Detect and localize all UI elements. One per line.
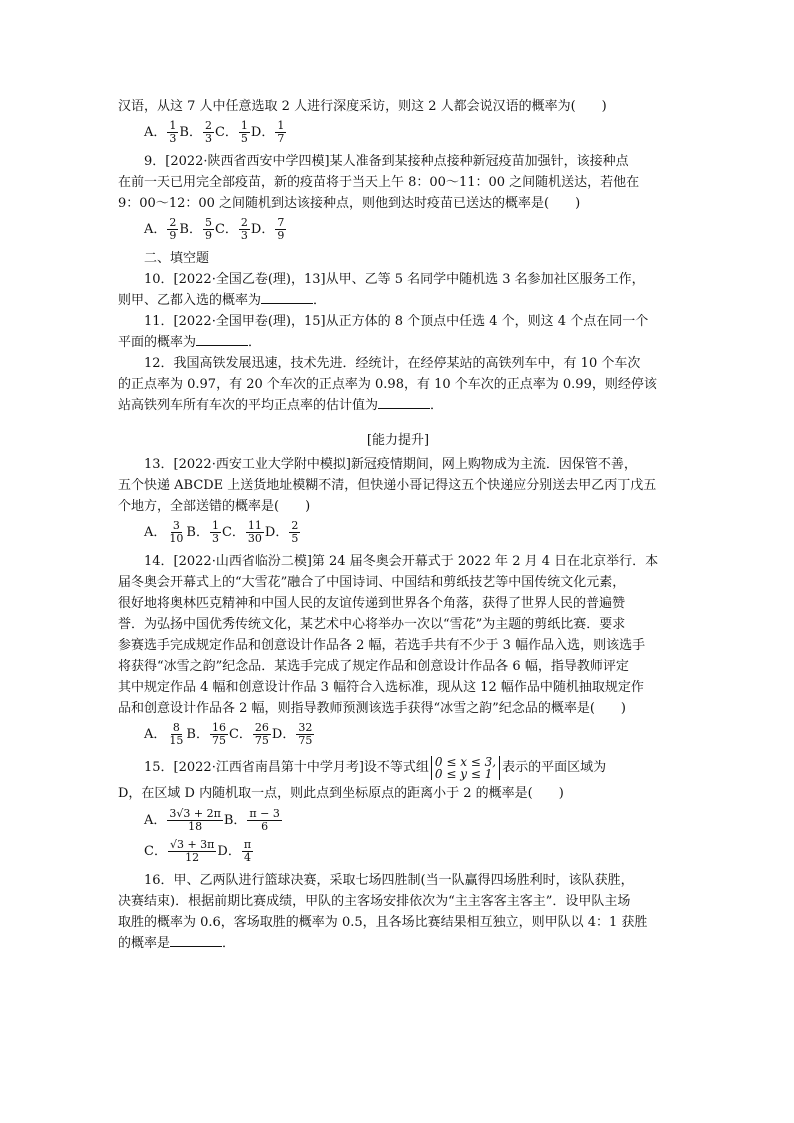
fraction: $\frac{3√3 + 2\pi}{18}$ <box>169 807 221 833</box>
fraction: $\frac{2}{3}$ <box>240 216 248 242</box>
fraction: $\frac{7}{9}$ <box>277 216 285 242</box>
q14-options: A． $\frac{8}{15}$ B． $\frac{16}{75}$ C． $\frac{26}{75}$ D． $\frac{32}{75}$ <box>144 721 313 747</box>
q10-line-1: 10．[2022·全国乙卷(理)，13]从甲、乙等 5 名同学中随机选 3 名参加社区服务工作， <box>144 272 645 287</box>
q15-line-1: 15．[2022·江西省南昌第十中学月考]设不等式组 0 ≤ x ≤ 3, 0 ≤ y ≤ 1 表示的平面区域为 <box>144 754 607 781</box>
q14-line-2: 届冬奥会开幕式上的“大雪花”融合了中国诗词、中国结和剪纸技艺等中国传统文化元素， <box>118 575 626 590</box>
fraction: $\frac{1}{5}$ <box>240 119 248 145</box>
q9-line-2: 在前一天已用完全部疫苗，新的疫苗将于当天上午 8：00～11：00 之间随机送达，若他在 <box>118 175 640 190</box>
q12-line-3: 站高铁列车所有车次的平均正点率的估计值为 ． <box>118 398 444 413</box>
q13-options: A． $\frac{3}{10}$ B． $\frac{1}{3}$ C． $\frac{11}{30}$ D． $\frac{2}{5}$ <box>144 519 299 545</box>
q11-line-1: 11．[2022·全国甲卷(理)，15]从正方体的 8 个顶点中任选 4 个，则这 4 个点在同一个 <box>144 314 649 329</box>
fraction: $\frac{3}{10}$ <box>169 519 184 545</box>
fraction: $\frac{\pi}{4}$ <box>243 838 252 864</box>
q10-line-2: 则甲、乙都入选的概率为 ． <box>118 293 327 308</box>
q9-options: A． $\frac{2}{9}$ B． $\frac{5}{9}$ C． $\frac{2}{3}$ D． $\frac{7}{9}$ <box>144 216 285 242</box>
q9-line-1: 9．[2022·陕西省西安中学四模]某人准备到某接种点接种新冠疫苗加强针，该接种点 <box>144 154 629 169</box>
q9-line-3: 9：00～12：00 之间随机到达该接种点，则他到达时疫苗已送达的概率是( ) <box>118 196 581 211</box>
fraction: $\frac{√3 + 3\pi}{12}$ <box>169 838 215 864</box>
fraction: $\frac{2}{9}$ <box>169 216 177 242</box>
q14-line-3: 很好地将奥林匹克精神和中国人民的友谊传递到世界各个角落，获得了世界人民的普遍赞 <box>118 596 626 611</box>
q14-line-8: 品和创意设计作品各 2 幅，则指导教师预测该选手获得“冰雪之韵”纪念品的概率是( ) <box>118 701 626 716</box>
answer-blank <box>196 333 248 346</box>
fraction: $\frac{2}{3}$ <box>204 119 212 145</box>
fraction: $\frac{1}{7}$ <box>277 119 285 145</box>
exam-page <box>118 96 678 954</box>
q15-line-2: D，在区域 D 内随机取一点，则此点到坐标原点的距离小于 2 的概率是( ) <box>118 786 564 801</box>
q14-line-6: 将获得“冰雪之韵”纪念品．某选手完成了规定作品和创意设计作品各 6 幅，指导教师评定 <box>118 659 629 674</box>
q13-line-3: 个地方，全部送错的概率是( ) <box>118 499 311 514</box>
fraction: $\frac{2}{5}$ <box>291 519 299 545</box>
q16-line-2: 决赛结束)．根据前期比赛成绩，甲队的主客场安排依次为“主主客客主客主”．设甲队主场 <box>118 894 631 909</box>
q12-line-1: 12．我国高铁发展迅速，技术先进．经统计，在经停某站的高铁列车中，有 10 个车次 <box>144 356 641 371</box>
q16-line-1: 16．甲、乙两队进行篮球决赛，采取七场四胜制(当一队赢得四场胜利时，该队获胜， <box>144 873 634 888</box>
q14-line-4: 誉．为弘扬中国优秀传统文化，某艺术中心将举办一次以“雪花”为主题的剪纸比赛．要求 <box>118 617 626 632</box>
q11-line-2: 平面的概率为 ． <box>118 335 262 350</box>
q8-options: A． $\frac{1}{3}$ B． $\frac{2}{3}$ C． $\frac{1}{5}$ D． $\frac{1}{7}$ <box>144 119 285 145</box>
q14-line-1: 14．[2022·山西省临汾二模]第 24 届冬奥会开幕式于 2022 年 2 月 4 日在北京举行．本 <box>144 554 659 569</box>
q15-options-ab: A． $\frac{3√3 + 2\pi}{18}$ B． $\frac{\pi - 3}{6}$ <box>144 807 280 833</box>
fraction: $\frac{16}{75}$ <box>211 721 226 747</box>
q16-line-3: 取胜的概率为 0.6，客场取胜的概率为 0.5，且各场比赛结果相互独立，则甲队以 4：1 获胜 <box>118 915 648 930</box>
q12-line-2: 的正点率为 0.97，有 20 个车次的正点率为 0.98，有 10 个车次的正点率为 0.99，则经停该 <box>118 377 657 392</box>
q14-line-5: 参赛选手完成规定作品和创意设计作品各 2 幅，若选手共有不少于 3 幅作品入选，则该选手 <box>118 638 646 653</box>
q13-line-1: 13．[2022·西安工业大学附中模拟]新冠疫情期间，网上购物成为主流．因保管不善， <box>144 457 637 472</box>
fraction: $\frac{5}{9}$ <box>204 216 212 242</box>
fraction: $\frac{8}{15}$ <box>169 721 184 747</box>
fraction: $\frac{26}{75}$ <box>254 721 269 747</box>
section-ability-heading: [能力提升] <box>366 433 430 448</box>
inequality-system: 0 ≤ x ≤ 3, 0 ≤ y ≤ 1 <box>431 756 500 780</box>
q13-line-2: 五个快递 ABCDE 上送货地址模糊不清，但快递小哥记得这五个快递应分别送去甲乙丙丁戊五 <box>118 478 657 493</box>
fraction: $\frac{11}{30}$ <box>247 519 262 545</box>
q8-tail: 汉语，从这 7 人中任意选取 2 人进行深度采访，则这 2 人都会说汉语的概率为( ) <box>118 99 607 114</box>
q15-options-cd: C． $\frac{√3 + 3\pi}{12}$ D． $\frac{\pi}{4}$ <box>144 838 252 864</box>
option-label: A． <box>144 125 167 140</box>
fraction: $\frac{\pi - 3}{6}$ <box>249 807 280 833</box>
fraction: $\frac{32}{75}$ <box>298 721 313 747</box>
fraction: $\frac{1}{3}$ <box>169 119 177 145</box>
answer-blank <box>170 934 222 947</box>
answer-blank <box>261 291 313 304</box>
q16-line-4: 的概率是 ． <box>118 936 236 951</box>
fraction: $\frac{1}{3}$ <box>211 519 219 545</box>
q14-line-7: 其中规定作品 4 幅和创意设计作品 3 幅符合入选标准，现从这 12 幅作品中随机抽取规定作 <box>118 680 644 695</box>
answer-blank <box>378 396 430 409</box>
section-fill-blank-heading: 二、填空题 <box>144 251 210 266</box>
